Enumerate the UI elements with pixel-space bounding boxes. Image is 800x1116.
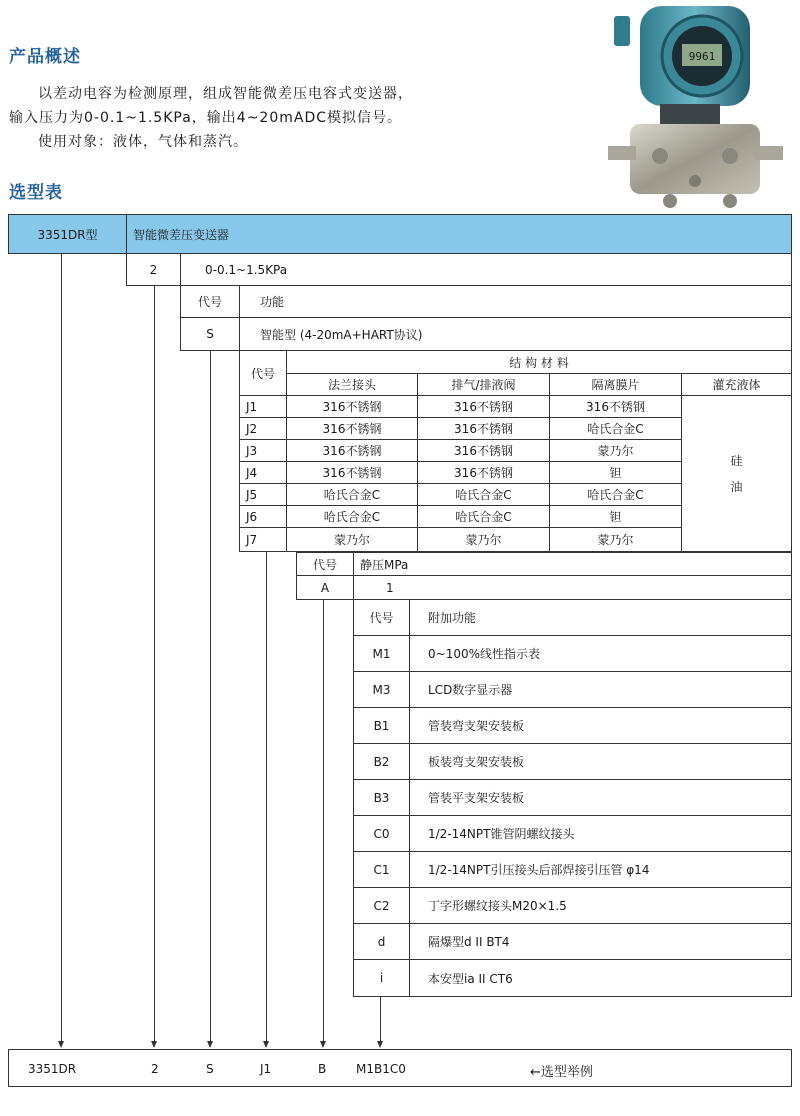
material-row-code: J3 — [239, 439, 287, 462]
option-code: C2 — [353, 887, 410, 924]
function-code-header: 代号 — [180, 285, 240, 318]
function-code: S — [180, 317, 240, 351]
option-code: C1 — [353, 851, 410, 888]
material-row-valve: 哈氏合金C — [417, 483, 550, 506]
pressure-transmitter-image — [600, 6, 790, 216]
material-row-code: J5 — [239, 483, 287, 506]
material-row-code: J4 — [239, 461, 287, 484]
material-row-code: J2 — [239, 417, 287, 440]
arrow-down-icon — [151, 1041, 157, 1048]
material-row-diaphragm: 蒙乃尔 — [549, 527, 682, 552]
materials-col-fill: 灌充液体 — [681, 373, 792, 396]
option-code: i — [353, 959, 410, 997]
option-code: M3 — [353, 671, 410, 708]
option-code: B1 — [353, 707, 410, 744]
material-row-code: J1 — [239, 395, 287, 418]
model-name: 智能微差压变送器 — [126, 214, 792, 254]
static-code-header: 代号 — [296, 552, 354, 576]
material-row-valve: 316不锈钢 — [417, 439, 550, 462]
material-row-valve: 哈氏合金C — [417, 505, 550, 528]
function-name-header: 功能 — [239, 285, 792, 318]
fill-liquid-cell — [681, 395, 792, 552]
connector-line — [61, 254, 62, 1042]
material-row-valve: 316不锈钢 — [417, 461, 550, 484]
example-range: 2 — [151, 1062, 159, 1076]
example-label: ←选型举例 — [530, 1065, 593, 1080]
overview-line-2: 输入压力为0-0.1~1.5KPa，输出4~20mADC模拟信号。 — [9, 110, 403, 126]
material-row-flange: 316不锈钢 — [286, 439, 418, 462]
material-row-code: J6 — [239, 505, 287, 528]
option-value: 隔爆型d II BT4 — [409, 923, 792, 960]
option-code: B2 — [353, 743, 410, 780]
material-row-code: J7 — [239, 527, 287, 552]
connector-line — [380, 997, 381, 1042]
materials-group-header: 结 构 材 料 — [286, 350, 792, 374]
option-value: LCD数字显示器 — [409, 671, 792, 708]
option-value: 丁字形螺纹接头M20×1.5 — [409, 887, 792, 924]
materials-col-valve: 排气/排液阀 — [417, 373, 550, 396]
options-name-header: 附加功能 — [409, 599, 792, 636]
static-value: 1 — [353, 575, 792, 600]
option-value: 1/2-14NPT锥管阴螺纹接头 — [409, 815, 792, 852]
material-row-valve: 316不锈钢 — [417, 417, 550, 440]
range-value: 0-0.1~1.5KPa — [180, 253, 792, 286]
arrow-down-icon — [58, 1041, 64, 1048]
connector-line — [266, 552, 267, 1042]
example-function: S — [206, 1062, 214, 1076]
option-value: 管装平支架安装板 — [409, 779, 792, 816]
fill-liquid-char: 油 — [730, 479, 743, 494]
example-options: M1B1C0 — [356, 1062, 406, 1076]
option-code: d — [353, 923, 410, 960]
material-row-valve: 316不锈钢 — [417, 395, 550, 418]
options-code-header: 代号 — [353, 599, 410, 636]
connector-line — [323, 600, 324, 1042]
selection-title: 选型表 — [9, 183, 63, 203]
option-value: 管装弯支架安装板 — [409, 707, 792, 744]
fill-liquid-char: 硅 — [730, 453, 743, 468]
function-value: 智能型 (4-20mA+HART协议) — [239, 317, 792, 351]
arrow-down-icon — [377, 1041, 383, 1048]
material-row-diaphragm: 哈氏合金C — [549, 417, 682, 440]
overview-line-1: 以差动电容为检测原理，组成智能微差压电容式变送器， — [38, 86, 413, 102]
material-row-diaphragm: 316不锈钢 — [549, 395, 682, 418]
arrow-down-icon — [320, 1041, 326, 1048]
example-static: B — [318, 1062, 327, 1076]
material-row-diaphragm: 哈氏合金C — [549, 483, 682, 506]
material-row-diaphragm: 蒙乃尔 — [549, 439, 682, 462]
option-code: C0 — [353, 815, 410, 852]
connector-line — [154, 286, 155, 1042]
svg-text:9961: 9961 — [688, 50, 716, 63]
example-model: 3351DR — [28, 1062, 77, 1076]
material-row-flange: 哈氏合金C — [286, 505, 418, 528]
material-row-flange: 哈氏合金C — [286, 483, 418, 506]
materials-col-diaphragm: 隔离膜片 — [549, 373, 682, 396]
materials-col-flange: 法兰接头 — [286, 373, 418, 396]
material-row-flange: 蒙乃尔 — [286, 527, 418, 552]
connector-line — [210, 351, 211, 1042]
option-value: 1/2-14NPT引压接头后部焊接引压管 φ14 — [409, 851, 792, 888]
static-code: A — [296, 575, 354, 600]
option-code: M1 — [353, 635, 410, 672]
model-code: 3351DR型 — [8, 214, 127, 254]
option-value: 0~100%线性指示表 — [409, 635, 792, 672]
option-value: 本安型ia II CT6 — [409, 959, 792, 997]
material-row-flange: 316不锈钢 — [286, 395, 418, 418]
material-row-flange: 316不锈钢 — [286, 417, 418, 440]
example-material: J1 — [260, 1062, 272, 1076]
material-row-diaphragm: 钽 — [549, 505, 682, 528]
overview-line-3: 使用对象：液体，气体和蒸汽。 — [38, 134, 248, 150]
arrow-down-icon — [263, 1041, 269, 1048]
overview-title: 产品概述 — [9, 47, 81, 67]
material-row-valve: 蒙乃尔 — [417, 527, 550, 552]
option-value: 板装弯支架安装板 — [409, 743, 792, 780]
material-row-flange: 316不锈钢 — [286, 461, 418, 484]
material-row-diaphragm: 钽 — [549, 461, 682, 484]
static-name-header: 静压MPa — [353, 552, 792, 576]
range-code: 2 — [126, 253, 181, 286]
materials-code-header: 代号 — [239, 350, 287, 396]
option-code: B3 — [353, 779, 410, 816]
arrow-down-icon — [207, 1041, 213, 1048]
